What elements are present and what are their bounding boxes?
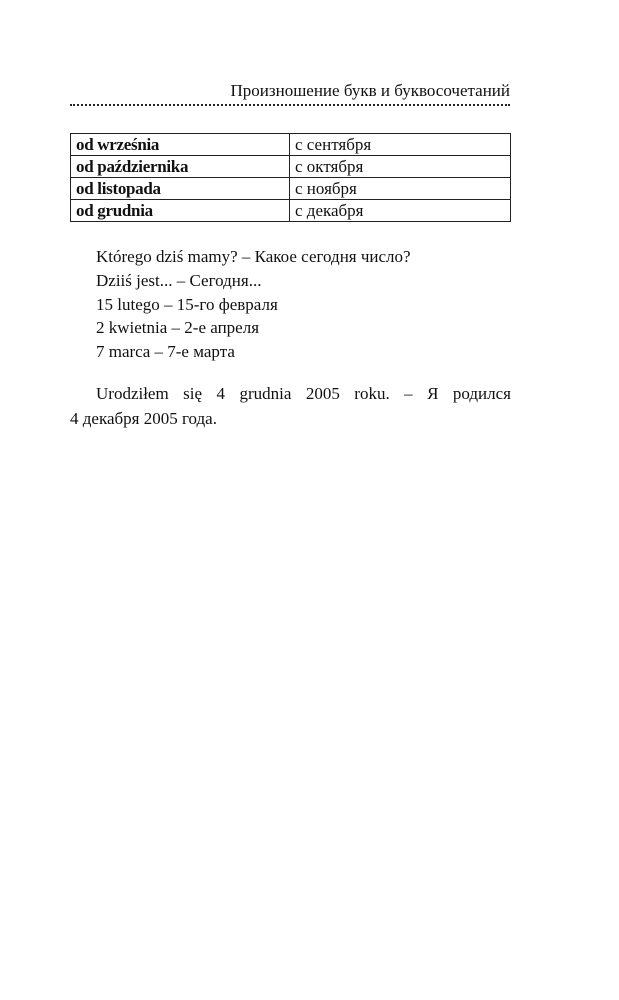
table-row (71, 134, 511, 156)
polish-phrase-cell: od października (71, 156, 290, 178)
example-line: Którego dziś mamy? – Какое сегодня число? (96, 247, 411, 266)
example-line: Dziiś jest... – Сегодня... (96, 270, 262, 290)
table-row (71, 178, 511, 200)
table-row (71, 200, 511, 222)
polish-phrase-cell: od grudnia (71, 200, 290, 222)
months-table (70, 133, 511, 222)
russian-translation-cell: с октября (290, 156, 511, 178)
russian-translation-cell: с сентября (290, 134, 511, 156)
paragraph-line-1: Urodziłem się 4 grudnia 2005 roku. – Я родился (96, 384, 511, 403)
example-phrases (96, 245, 411, 364)
example-line: 15 lutego – 15-го февраля (96, 294, 278, 314)
polish-phrase-cell: od września (71, 134, 290, 156)
birthday-paragraph (70, 381, 511, 431)
running-head: Произношение букв и буквосочетаний (230, 81, 510, 100)
dotted-header-rule (70, 104, 510, 106)
table-row (71, 156, 511, 178)
example-line: 2 kwietnia – 2-е апреля (96, 318, 260, 338)
polish-phrase-cell: od listopada (71, 178, 290, 200)
paragraph-line-2: 4 декабря 2005 года. (70, 409, 217, 428)
russian-translation-cell: с декабря (290, 200, 511, 222)
russian-translation-cell: с ноября (290, 178, 511, 200)
example-line: 7 marca – 7-е марта (96, 342, 235, 362)
